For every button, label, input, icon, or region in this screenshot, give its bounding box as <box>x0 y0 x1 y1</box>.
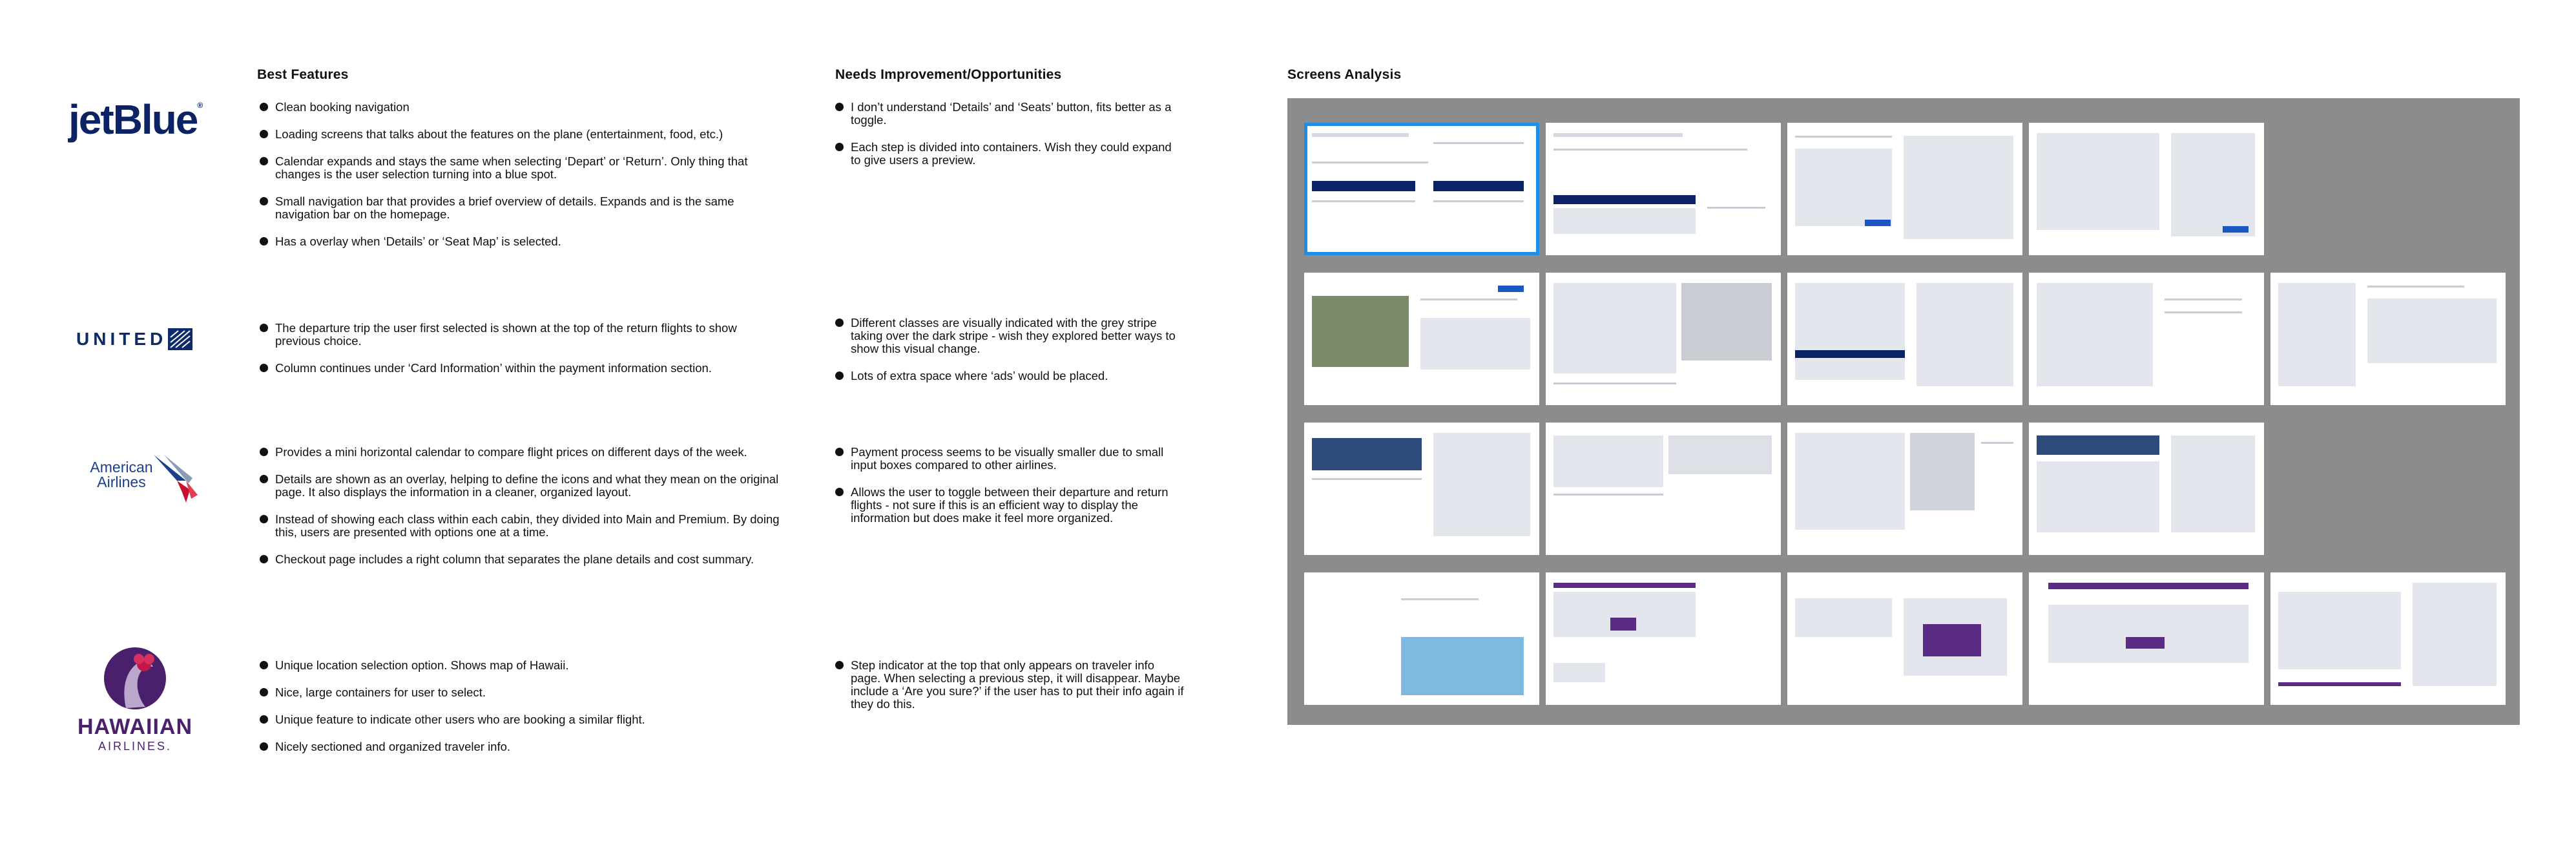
united-logo-text: UNITED <box>76 329 167 349</box>
list-item: Small navigation bar that provides a brief overview of details. Expands and is the same navigation bar on the homepage. <box>260 195 783 221</box>
jetblue-needs-list <box>835 101 1184 181</box>
screen-thumbnail-united-5[interactable] <box>2270 273 2506 405</box>
united-best-features-list <box>260 322 783 389</box>
screen-thumbnail-american-4[interactable] <box>2029 423 2264 555</box>
list-item: Instead of showing each class within each cabin, they divided into Main and Premium. By doing this, users are presented with options one at a time. <box>260 513 783 539</box>
american-logo-line1: American <box>90 459 153 476</box>
american-best-features-list <box>260 446 783 580</box>
list-item: Details are shown as an overlay, helping to define the icons and what they mean on the original page. It also displays the information in a cleaner, organized layout. <box>260 473 783 499</box>
screen-thumbnail-united-4[interactable] <box>2029 273 2264 405</box>
list-item: Allows the user to toggle between their departure and return flights - not sure if this is an efficient way to display the information but does make it feel more organized. <box>835 486 1184 525</box>
american-airlines-logo <box>89 452 218 504</box>
screen-thumbnail-american-2[interactable] <box>1546 423 1781 555</box>
united-globe-icon <box>168 328 192 350</box>
american-airlines-wordmark <box>89 460 154 490</box>
list-item: The departure trip the user first selected is shown at the top of the return flights to show previous choice. <box>260 322 783 348</box>
list-item: Clean booking navigation <box>260 101 783 114</box>
united-logo <box>76 328 192 350</box>
list-item: Lots of extra space where ‘ads’ would be placed. <box>835 370 1184 382</box>
screen-thumbnail-hawaiian-1[interactable] <box>1304 572 1539 705</box>
american-needs-list <box>835 446 1184 539</box>
list-item: Has a overlay when ‘Details’ or ‘Seat Map’ is selected. <box>260 235 783 248</box>
jetblue-logo-text: jetBlue <box>68 96 198 143</box>
screen-thumbnail-hawaiian-5[interactable] <box>2270 572 2506 705</box>
screen-thumbnail-jetblue-3[interactable] <box>1787 123 2022 255</box>
list-item: Unique feature to indicate other users who are booking a similar flight. <box>260 713 783 726</box>
pualani-icon <box>103 645 167 712</box>
screen-thumbnail-hawaiian-4[interactable] <box>2029 572 2264 705</box>
list-item: Calendar expands and stays the same when selecting ‘Depart’ or ‘Return’. Only thing that changes is the user selection turning into a blue spot. <box>260 155 783 181</box>
jetblue-best-features-list <box>260 101 783 262</box>
list-item: Nice, large containers for user to select. <box>260 686 783 699</box>
best-features-heading: Best Features <box>257 67 349 82</box>
list-item: Each step is divided into containers. Wish they could expand to give users a preview. <box>835 141 1184 167</box>
american-logo-line2: Airlines <box>97 474 146 490</box>
hawaiian-logo-line1: HAWAIIAN <box>78 715 192 739</box>
screen-thumbnail-american-1[interactable] <box>1304 423 1539 555</box>
list-item: I don’t understand ‘Details’ and ‘Seats’ button, fits better as a toggle. <box>835 101 1184 127</box>
needs-improvement-heading: Needs Improvement/Opportunities <box>835 67 1062 82</box>
american-flight-symbol-icon <box>151 452 209 504</box>
jetblue-registered-mark: ® <box>197 101 202 110</box>
list-item: Unique location selection option. Shows map of Hawaii. <box>260 659 783 672</box>
screen-thumbnail-hawaiian-3[interactable] <box>1787 572 2022 705</box>
screen-thumbnail-jetblue-2[interactable] <box>1546 123 1781 255</box>
list-item: Column continues under ‘Card Information’ within the payment information section. <box>260 362 783 375</box>
list-item: Loading screens that talks about the features on the plane (entertainment, food, etc.) <box>260 128 783 141</box>
hawaiian-needs-list <box>835 659 1184 725</box>
list-item: Different classes are visually indicated with the grey stripe taking over the dark stripe - wish they explored better ways to show this visual change. <box>835 317 1184 355</box>
list-item: Nicely sectioned and organized traveler info. <box>260 740 783 753</box>
united-needs-list <box>835 317 1184 397</box>
list-item: Payment process seems to be visually smaller due to small input boxes compared to other airlines. <box>835 446 1184 472</box>
screen-thumbnail-jetblue-1[interactable] <box>1304 123 1539 255</box>
hawaiian-best-features-list <box>260 659 783 768</box>
hawaiian-airlines-logo <box>74 645 196 753</box>
screens-analysis-panel <box>1287 98 2520 725</box>
list-item: Step indicator at the top that only appears on traveler info page. When selecting a previous step, it will disappear. Maybe include a ‘Are you sure?’ if the user has to put their info again if they do this. <box>835 659 1184 711</box>
jetblue-logo <box>68 96 202 143</box>
screen-thumbnail-united-1[interactable] <box>1304 273 1539 405</box>
list-item: Checkout page includes a right column that separates the plane details and cost summary. <box>260 553 783 566</box>
list-item: Provides a mini horizontal calendar to compare flight prices on different days of the week. <box>260 446 783 459</box>
screen-thumbnail-united-2[interactable] <box>1546 273 1781 405</box>
hawaiian-logo-line2: AIRLINES. <box>98 740 172 753</box>
screen-thumbnail-hawaiian-2[interactable] <box>1546 572 1781 705</box>
screens-analysis-heading: Screens Analysis <box>1287 67 1402 82</box>
screen-thumbnail-jetblue-4[interactable] <box>2029 123 2264 255</box>
screen-thumbnail-american-3[interactable] <box>1787 423 2022 555</box>
screen-thumbnail-united-3[interactable] <box>1787 273 2022 405</box>
